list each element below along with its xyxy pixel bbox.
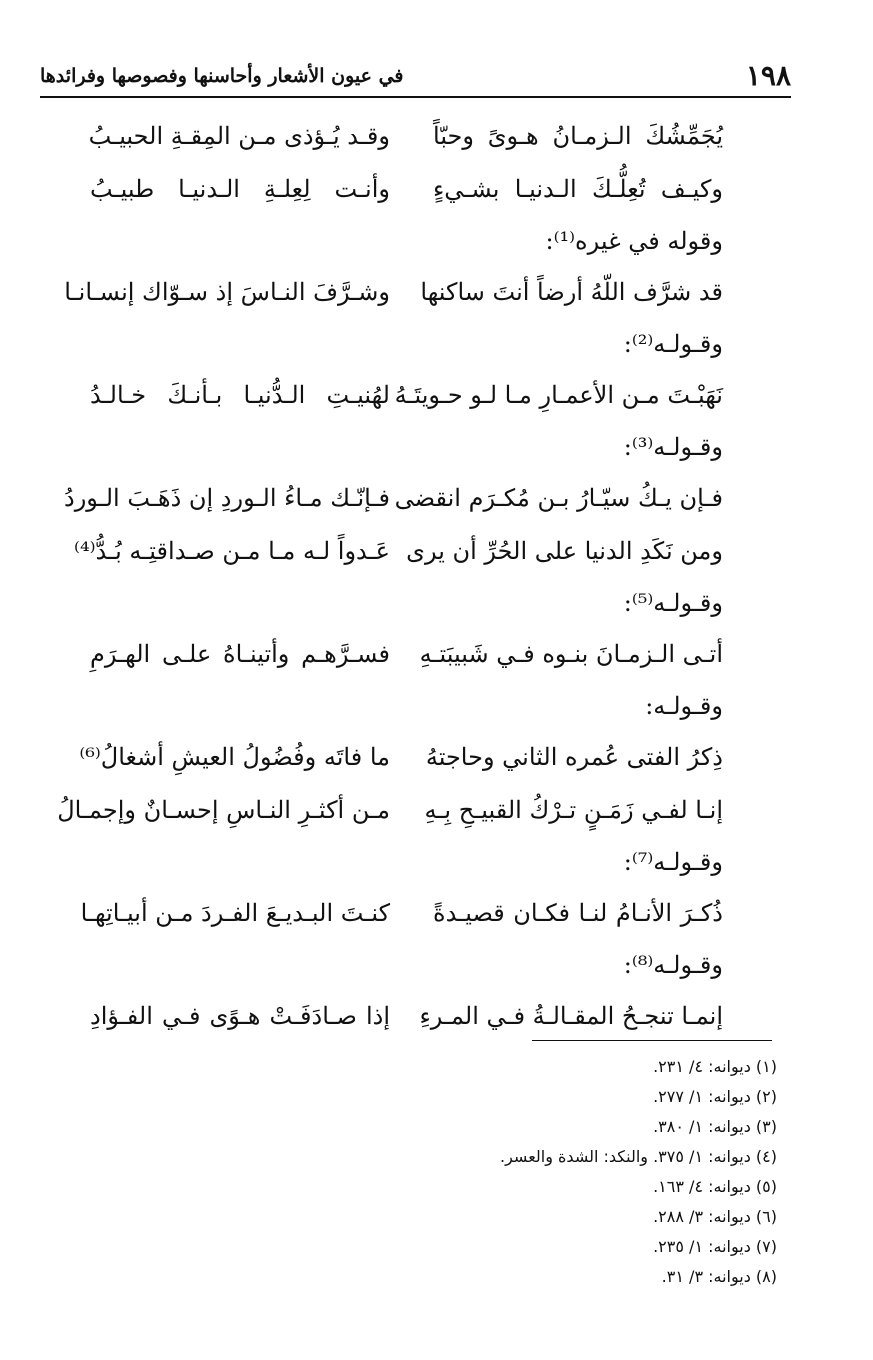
verse-first-hemistich: نَهَبْـتَ مـن الأعمـارِ مـا لـو حـويتَـهُ [394,381,723,409]
verse-second-hemistich: لهُنيـتِ الـدُّنيـا بـأنـكَ خـالـدُ [90,381,390,409]
running-title: في عيون الأشعار وأحاسنها وفصوصها وفرائدها [40,65,404,87]
prose-line [60,319,723,369]
verse-first-hemistich: يُجَمِّشُكَ الـزمـانُ هـوىً وحبّاً [433,122,723,150]
verse-line [60,887,723,940]
verse-first-hemistich: ذِكرُ الفتى عُمره الثاني وحاجتهُ [425,743,723,771]
verse-second-hemistich: مـن أكثـرِ النـاسِ إحسـانٌ وإجمـالُ [57,796,390,824]
prose-line [60,578,723,628]
verse-introduction: وقـولـه⁽⁸⁾: [623,951,723,979]
verse-line [60,525,723,578]
footnote: (١) ديوانه: ٤/ ٢٣١. [653,1057,777,1076]
verse-first-hemistich: ومن نَكَدِ الدنيا على الحُرِّ أن يرى [406,537,723,565]
verse-line [60,369,723,422]
footnote: (٦) ديوانه: ٣/ ٢٨٨. [653,1207,777,1226]
verse-second-hemistich: إذا صـادَفَـتْ هـوًى فـي الفـؤادِ [90,1002,390,1030]
footnote: (٢) ديوانه: ١/ ٢٧٧. [653,1087,777,1106]
footnote: (٣) ديوانه: ١/ ٣٨٠. [653,1117,777,1136]
verse-first-hemistich: أتـى الـزمـانَ بنـوه فـي شَبيبَتـهِ [419,640,723,668]
footnote: (٤) ديوانه: ١/ ٣٧٥. والنكد: الشدة والعسر. [500,1147,777,1166]
verse-second-hemistich: عَـدواً لـه مـا مـن صـداقتِـه بُـدُّ⁽⁴⁾ [74,537,390,565]
footnote: (٨) ديوانه: ٣/ ٣١. [661,1267,777,1286]
verse-second-hemistich: وأنـت لِعِلـةِ الـدنيـا طبيـبُ [90,175,390,203]
verse-first-hemistich: فـإن يـكُ سيّـارُ بـن مُكـرَم انقضى [394,484,723,512]
prose-line [60,837,723,887]
verse-line [60,110,723,163]
verse-second-hemistich: وقـد يُـؤذى مـن المِقـةِ الحبيـبُ [88,122,390,150]
verse-second-hemistich: كنـتَ البـديـعَ الفـردَ مـن أبيـاتِهـا [80,899,390,927]
verse-second-hemistich: فسـرَّهـم وأتينـاهُ علـى الهـرَمِ [90,640,390,668]
verse-introduction: وقـولـه: [645,692,723,720]
verse-first-hemistich: قد شرَّف اللّهُ أرضاً أنتَ ساكنها [420,278,723,306]
header-rule [40,96,791,98]
verse-second-hemistich: فـإنّـك مـاءُ الـوردِ إن ذَهَـبَ الـوردُ [64,484,390,512]
verse-second-hemistich: ما فاتَه وفُضُولُ العيشِ أشغالُ⁽⁶⁾ [79,743,390,771]
verse-line [60,731,723,784]
verse-first-hemistich: ذُكـرَ الأنـامُ لنـا فكـان قصيـدةً [433,899,723,927]
footnote-separator [532,1040,772,1041]
verse-introduction: وقـولـه⁽⁵⁾: [623,589,723,617]
prose-line [60,216,723,266]
verse-line [57,784,723,837]
verse-line [60,472,723,525]
footnotes [500,1052,777,1292]
verse-line [60,163,723,216]
prose-line [60,422,723,472]
prose-line [60,681,723,731]
footnote: (٥) ديوانه: ٤/ ١٦٣. [653,1177,777,1196]
verse-first-hemistich: وكيـف تُعِلُّـكَ الـدنيـا بشـيءٍ [433,175,723,203]
verse-introduction: وقـولـه⁽⁷⁾: [623,848,723,876]
page-body [57,110,723,1043]
verse-first-hemistich: إنمـا تنجـحُ المقـالـةُ فـي المـرءِ [419,1002,723,1030]
verse-introduction: وقـولـه⁽²⁾: [623,330,723,358]
page-header [40,56,791,96]
verse-line [60,266,723,319]
verse-line [60,628,723,681]
verse-first-hemistich: إنـا لفـي زَمَـنٍ تـرْكُ القبيـحِ بِـهِ [424,796,723,824]
verse-introduction: وقوله في غيره⁽¹⁾: [545,227,723,255]
footnote: (٧) ديوانه: ١/ ٢٣٥. [653,1237,777,1256]
verse-introduction: وقـولـه⁽³⁾: [623,433,723,461]
prose-line [60,940,723,990]
verse-line [60,990,723,1043]
page-number: ١٩٨ [745,59,791,92]
verse-second-hemistich: وشـرَّفَ النـاسَ إذ سـوّاك إنسـانـا [64,278,390,306]
